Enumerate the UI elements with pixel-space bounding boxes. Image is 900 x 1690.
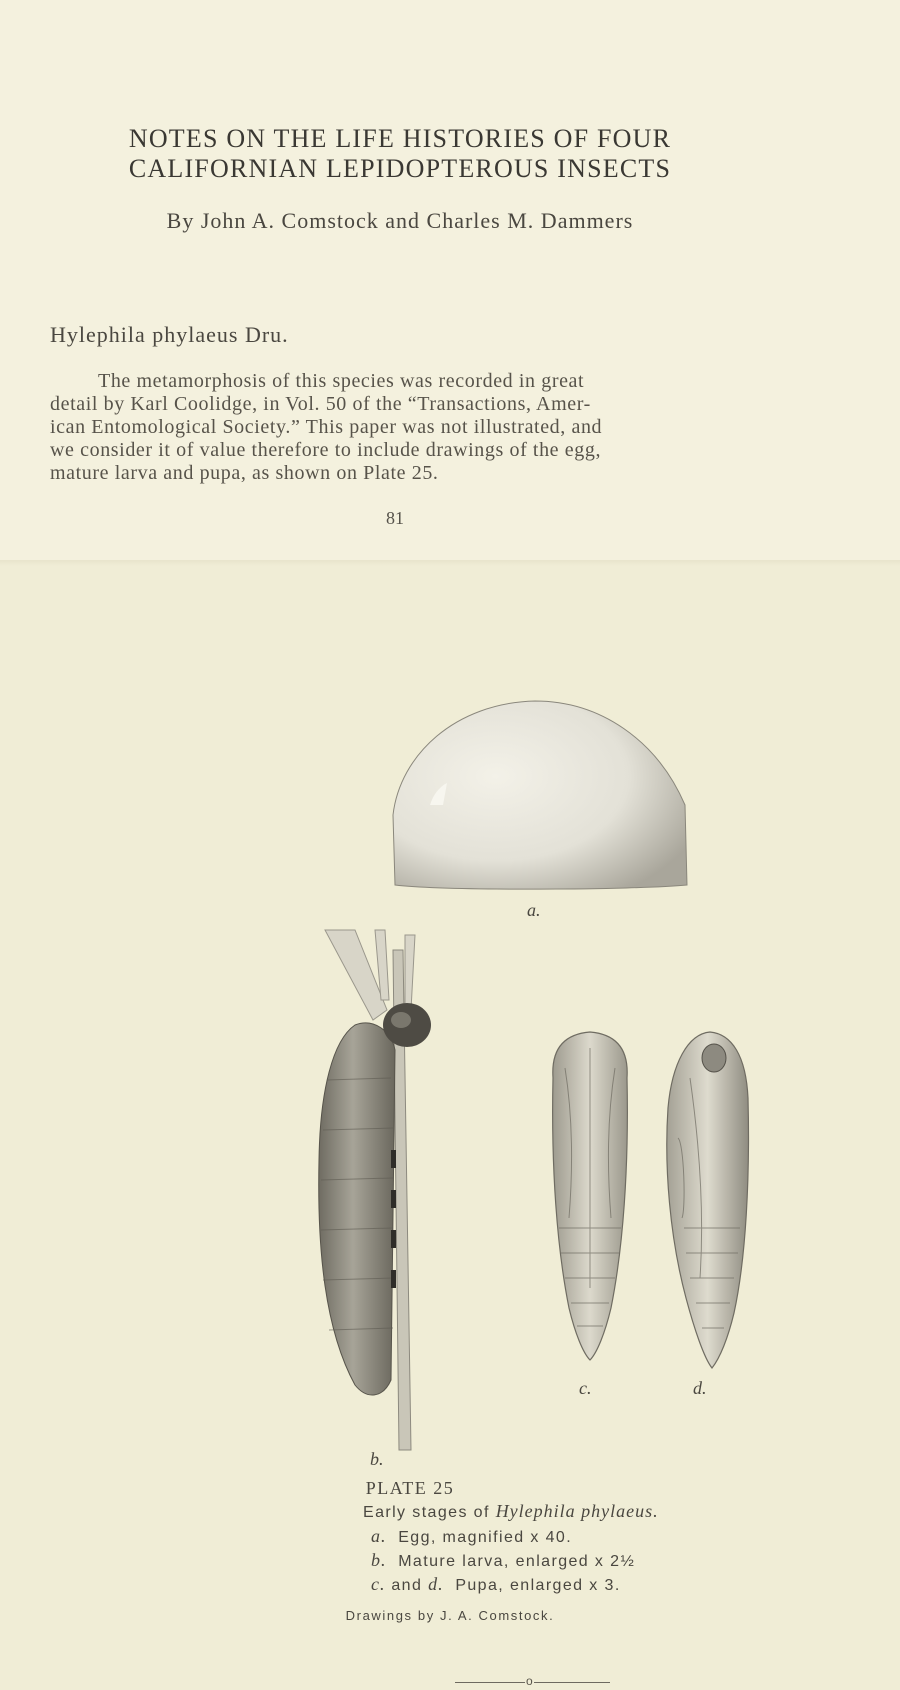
pupa-lateral-illustration <box>660 1028 752 1373</box>
larva-illustration <box>315 930 445 1450</box>
caption-item-key: c. <box>371 1574 386 1594</box>
caption-line <box>363 1501 659 1522</box>
paragraph-line: we consider it of value therefore to include drawings of the egg, <box>50 439 602 461</box>
article-title-line-2: CALIFORNIAN LEPIDOPTEROUS INSECTS <box>128 154 672 183</box>
paragraph-line: detail by Karl Coolidge, in Vol. 50 of the “Transactions, Amer- <box>50 393 591 415</box>
paragraph-line: The metamorphosis of this species was recorded in great <box>98 370 585 392</box>
caption-item-text-2: Pupa, enlarged x 3. <box>455 1577 621 1594</box>
caption-item-key-2: d. <box>428 1574 444 1594</box>
figure-label-b: b. <box>370 1449 384 1469</box>
caption-item-text: Mature larva, enlarged x 2½ <box>398 1553 636 1570</box>
egg-illustration <box>385 695 685 895</box>
section-divider <box>455 1674 610 1688</box>
article-title-line-1: NOTES ON THE LIFE HISTORIES OF FOUR <box>128 124 672 153</box>
caption-prefix: Early stages of <box>363 1504 496 1521</box>
divider-mark: o <box>526 1674 533 1688</box>
caption-item-text: and <box>391 1577 429 1594</box>
caption-species: Hylephila phylaeus. <box>495 1501 659 1521</box>
page-number: 81 <box>386 508 404 528</box>
caption-item-key: b. <box>371 1550 387 1570</box>
pupa-ventral-illustration <box>545 1028 635 1363</box>
article-byline: By John A. Comstock and Charles M. Dammers <box>166 208 634 233</box>
caption-item-cd <box>371 1574 621 1595</box>
drawing-credit: Drawings by J. A. Comstock. <box>345 1608 555 1623</box>
paragraph-line: mature larva and pupa, as shown on Plate 25. <box>50 462 439 484</box>
page-edge <box>0 560 900 566</box>
caption-item-b <box>371 1550 635 1571</box>
figure-label-a: a. <box>527 900 541 920</box>
plate-title: PLATE 25 <box>365 1478 455 1498</box>
caption-item-text: Egg, magnified x 40. <box>398 1529 573 1546</box>
paragraph-line: ican Entomological Society.” This paper was not illustrated, and <box>50 416 603 438</box>
caption-item-key: a. <box>371 1526 387 1546</box>
figure-label-d: d. <box>693 1378 707 1398</box>
caption-item-a <box>371 1526 572 1547</box>
species-heading: Hylephila phylaeus Dru. <box>50 322 289 347</box>
figure-label-c: c. <box>579 1378 592 1398</box>
